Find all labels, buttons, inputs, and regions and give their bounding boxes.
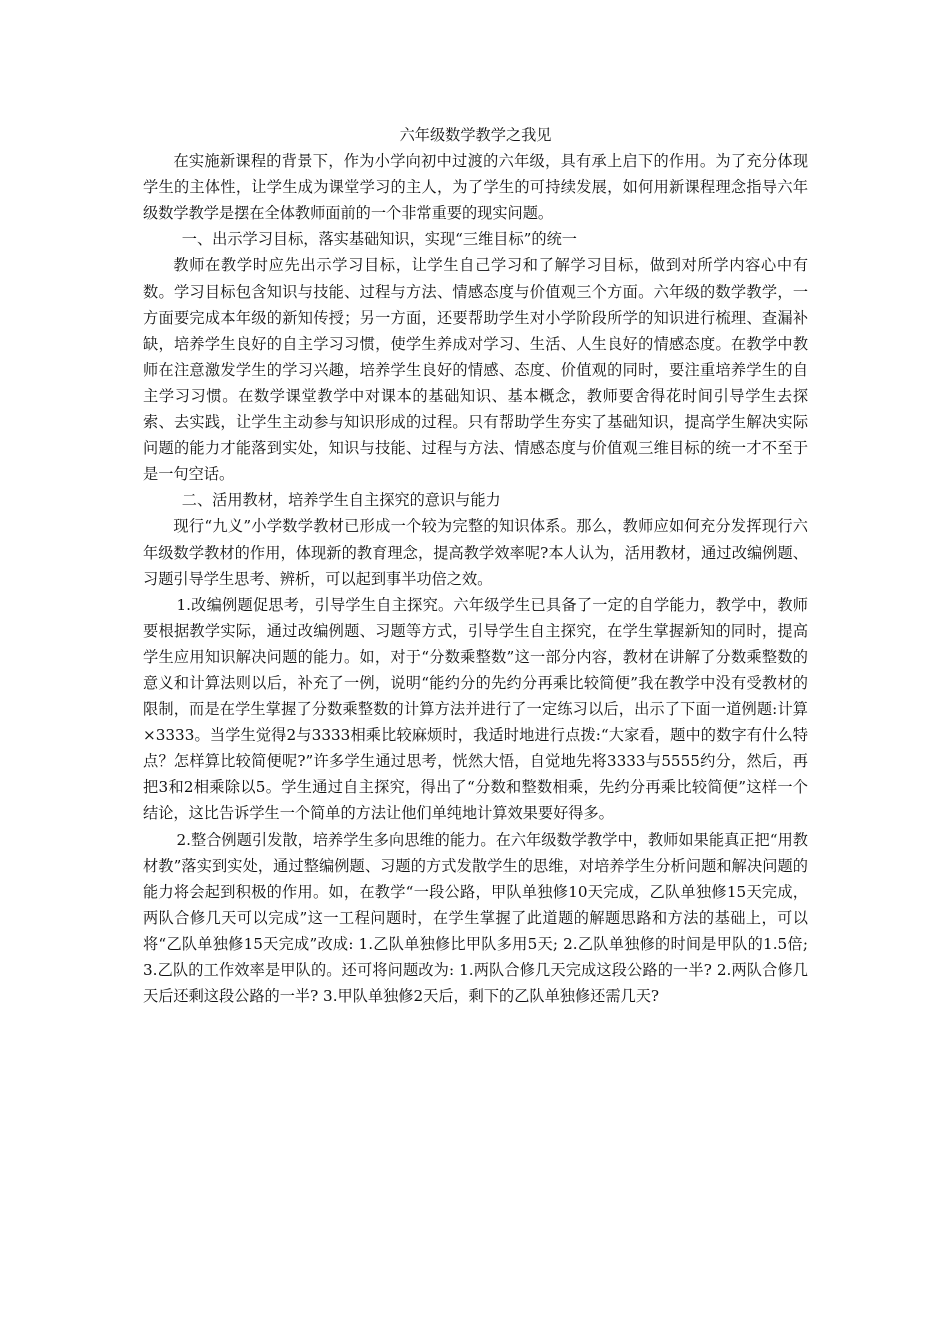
item-2-paragraph: 2.整合例题引发散，培养学生多向思维的能力。在六年级数学教学中，教师如果能真正把“用教材教”落实到实处，通过整编例题、习题的方式发散学生的思维，对培养学生分析问题和解决问题的能力将会起到积极的作用。如，在教学“一段公路，甲队单独修10天完成，乙队单独修15天完成，两队合修几天可以完成”这一工程问题时，在学生掌握了此道题的解题思路和方法的基础上，可以将“乙队单独修15天完成”改成: 1.乙队单独修比甲队多用5天; 2.乙队单独修的时间是甲队的1.5倍; 3.乙队的工作效率是甲队的。还可将问题改为: 1.两队合修几天完成这段公路的一半? 2.两队合修几天后还剩这段公路的一半? 3.甲队单独修2天后，剩下的乙队单独修还需几天? — [143, 830, 808, 1006]
intro-paragraph: 在实施新课程的背景下，作为小学向初中过渡的六年级，具有承上启下的作用。为了充分体现学生的主体性，让学生成为课堂学习的主人，为了学生的可持续发展，如何用新课程理念指导六年级数学教学是摆在全体教师面前的一个非常重要的现实问题。 — [143, 152, 808, 223]
item-1-paragraph: 1.改编例题促思考，引导学生自主探究。六年级学生已具备了一定的自学能力，教学中，教师要根据教学实际，通过改编例题、习题等方式，引导学生自主探究，在学生掌握新知的同时，提高学生应用知识解决问题的能力。如，对于“分数乘整数”这一部分内容，教材在讲解了分数乘整数的意义和计算法则以后，补充了一例，说明“能约分的先约分再乘比较简便”我在教学中没有受教材的限制，而是在学生掌握了分数乘整数的计算方法并进行了一定练习以后，出示了下面一道例题:计算×3333。当学生觉得2与3333相乘比较麻烦时，我适时地进行点拨:“大家看，题中的数字有什么特点？怎样算比较简便呢?”许多学生通过思考，恍然大悟，自觉地先将3333与5555约分，然后，再把3和2相乘除以5。学生通过自主探究，得出了“分数和整数相乘，先约分再乘比较简便”这样一个结论，这比告诉学生一个简单的方法让他们单纯地计算效果要好得多。 — [143, 595, 808, 823]
document-title: 六年级数学教学之我见 — [399, 126, 552, 144]
section-1-heading: 一、出示学习目标，落实基础知识，实现“三维目标”的统一 — [181, 230, 577, 249]
section-2-paragraph: 现行“九义”小学数学教材已形成一个较为完整的知识体系。那么，教师应如何充分发挥现行六年级数学教材的作用，体现新的教育理念，提高教学效率呢?本人认为，活用教材，通过改编例题、习题引导学生思考、辨析，可以起到事半功倍之效。 — [143, 517, 808, 588]
document-page — [143, 122, 808, 1009]
section-2-heading: 二、活用教材，培养学生自主探究的意识与能力 — [181, 491, 501, 510]
section-1-paragraph: 教师在教学时应先出示学习目标，让学生自己学习和了解学习目标，做到对所学内容心中有数。学习目标包含知识与技能、过程与方法、情感态度与价值观三个方面。六年级的数学教学，一方面要完成本年级的新知传授；另一方面，还要帮助学生对小学阶段所学的知识进行梳理、查漏补缺，培养学生良好的自主学习习惯，使学生养成对学习、生活、人生良好的情感态度。在教学中教师在注意激发学生的学习兴趣，培养学生良好的情感、态度、价值观的同时，要注重培养学生的自主学习习惯。在数学课堂教学中对课本的基础知识、基本概念，教师要舍得花时间引导学生去探索、去实践，让学生主动参与知识形成的过程。只有帮助学生夯实了基础知识，提高学生解决实际问题的能力才能落到实处，知识与技能、过程与方法、情感态度与价值观三维目标的统一才不至于是一句空话。 — [143, 256, 808, 484]
